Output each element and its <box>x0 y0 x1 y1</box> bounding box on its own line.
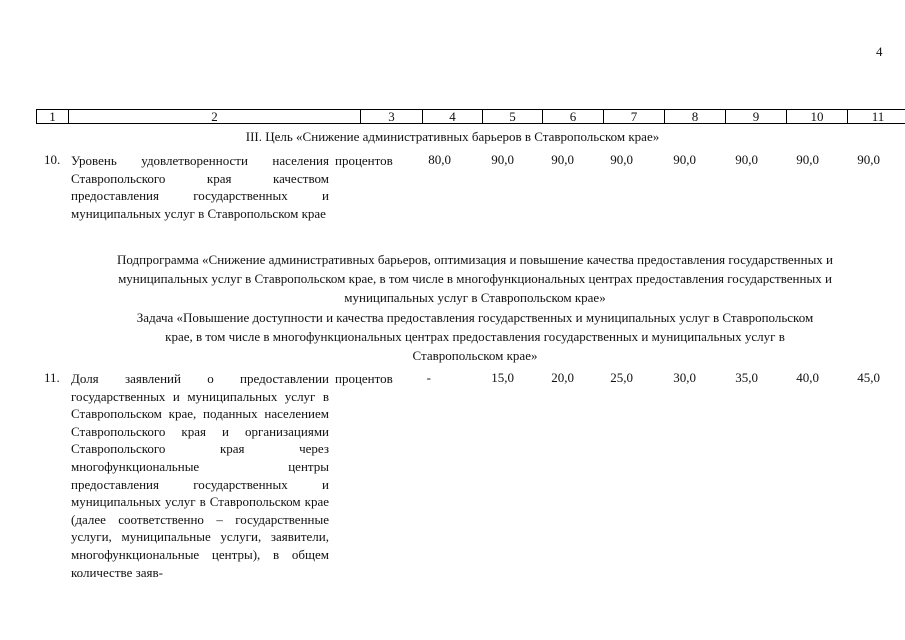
header-col-5: 5 <box>483 110 543 124</box>
column-number-header <box>36 109 905 124</box>
subprogram-title: Подпрограмма «Снижение административных барьеров, оптимизация и повышение качества предоставления государственных и муниципальных услуг в Ставропольском крае, в том числе в многофункциональных центрах предоставления государственных и муниципальных услуг в Ставропольском крае» <box>116 252 834 305</box>
value-col-10: 40,0 <box>796 370 819 385</box>
value-col-11: 45,0 <box>857 370 880 385</box>
value-col-7: 25,0 <box>610 370 633 385</box>
row-number: 10. <box>44 152 61 167</box>
value-col-8: 90,0 <box>673 152 696 167</box>
header-col-8: 8 <box>665 110 726 124</box>
unit: процентов <box>335 371 393 386</box>
table-row <box>0 370 905 590</box>
value-col-4: 80,0 <box>428 152 451 167</box>
header-col-9: 9 <box>726 110 787 124</box>
header-col-6: 6 <box>543 110 604 124</box>
header-col-7: 7 <box>604 110 665 124</box>
row-number: 11. <box>44 370 60 385</box>
value-col-5: 15,0 <box>491 370 514 385</box>
indicator-name: Уровень удовлетворенности населения Ставропольского края качеством предоставления государственных и муниципальных услуг в Ставропольском крае <box>71 153 329 221</box>
value-col-6: 20,0 <box>551 370 574 385</box>
task-title: Задача «Повышение доступности и качества предоставления государственных и муниципальных услуг в Ставропольском крае, в том числе в многофункциональных центрах предоставления государственных и муниципальных услуг в Ставропольском крае» <box>136 310 814 363</box>
value-col-5: 90,0 <box>491 152 514 167</box>
header-col-3: 3 <box>361 110 423 124</box>
value-col-9: 90,0 <box>735 152 758 167</box>
section-title: III. Цель «Снижение административных барьеров в Ставропольском крае» <box>245 129 660 144</box>
value-col-4: - <box>426 370 431 385</box>
unit: процентов <box>335 153 393 168</box>
header-col-11: 11 <box>848 110 905 124</box>
header-col-4: 4 <box>423 110 483 124</box>
value-col-7: 90,0 <box>610 152 633 167</box>
indicator-name: Доля заявлений о предоставлении государственных и муниципальных услуг в Ставропольском крае, поданных населением Ставропольского края и организациями Ставропольского края через многофункциональные центры предоставления государственных и муниципальных услуг в Ставропольском крае (далее соответственно – государственные услуги, муниципальные услуги, заявители, многофункциональные центры), в общем количестве заяв- <box>71 371 329 580</box>
header-col-10: 10 <box>787 110 848 124</box>
value-col-10: 90,0 <box>796 152 819 167</box>
header-col-1: 1 <box>49 109 56 124</box>
value-col-9: 35,0 <box>735 370 758 385</box>
value-col-8: 30,0 <box>673 370 696 385</box>
header-col-2: 2 <box>69 110 361 124</box>
page-number: 4 <box>876 44 883 59</box>
value-col-6: 90,0 <box>551 152 574 167</box>
value-col-11: 90,0 <box>857 152 880 167</box>
table-row <box>0 152 905 242</box>
